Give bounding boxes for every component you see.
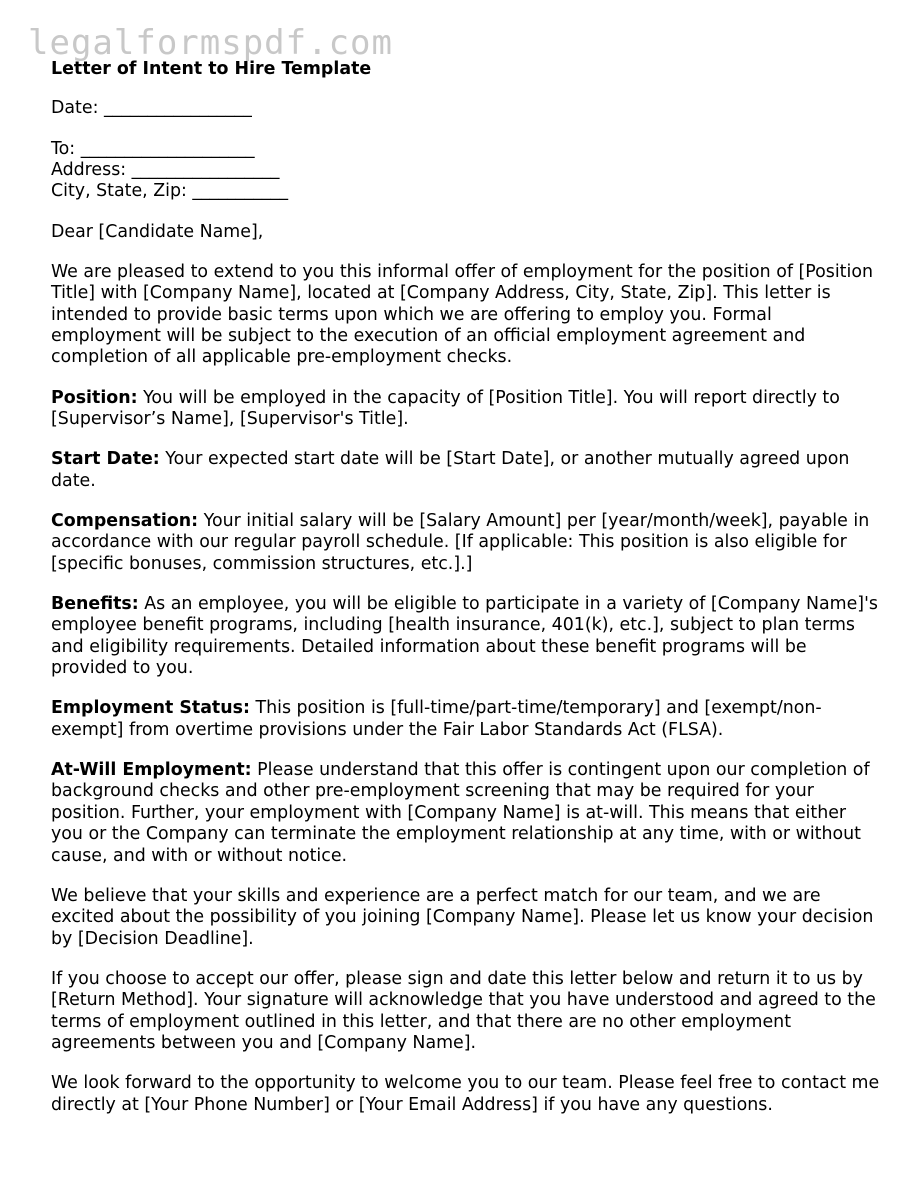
watermark: legalformspdf.com: [28, 23, 393, 63]
document-title: Letter of Intent to Hire Template: [51, 59, 372, 79]
city-state-zip-field: City, State, Zip: ___________: [51, 181, 289, 202]
section-start-date: [51, 449, 881, 492]
intro-paragraph: We are pleased to extend to you this informal offer of employment for the position of [Position Title] with [Company Name], located at [Company Address, City, State, Zip]. This letter is intended to provide basic terms upon which we are offering to employ you. Formal employment will be subject to the execution of an official employment agreement and completion of all applicable pre-employment checks.: [51, 261, 873, 368]
closing-paragraph-contact: We look forward to the opportunity to welcome you to our team. Please feel free to contact me directly at [Your Phone Number] or [Your Email Address] if you have any questions.: [51, 1073, 880, 1115]
section-label: Start Date:: [51, 449, 160, 470]
section-at-will-employment: [51, 760, 881, 867]
closing-paragraph-accept: If you choose to accept our offer, please sign and date this letter below and return it to us by [Return Method]. Your signature will acknowledge that you have understood and agreed to the terms of employment outlined in this letter, and that there are no other employment agreements between you and [Company Name].: [51, 968, 876, 1053]
salutation: Dear [Candidate Name],: [51, 221, 264, 242]
closing-paragraph-match: We believe that your skills and experience are a perfect match for our team, and we are excited about the possibility of you joining [Company Name]. Please let us know your decision by [Decision Deadline].: [51, 885, 874, 949]
address-field: Address: _________________: [51, 160, 280, 181]
section-text: This position is [full-time/part-time/temporary] and [exempt/non-exempt] from overtime provisions under the Fair Labor Standards Act (FLSA).: [51, 698, 822, 740]
section-label: Compensation:: [51, 510, 199, 531]
section-position: [51, 388, 881, 431]
section-text: As an employee, you will be eligible to participate in a variety of [Company Name]'s employee benefit programs, including [health insurance, 401(k), etc.], subject to plan terms and eligibility requirements. Detailed information about these benefit programs will be provided to you.: [51, 593, 878, 679]
date-field: Date: _________________: [51, 98, 252, 119]
section-label: Position:: [51, 387, 138, 408]
section-text: Your initial salary will be [Salary Amount] per [year/month/week], payable in accordance with our regular payroll schedule. [If applicable: This position is also eligible for [specific bonuses, commission structures, etc.].]: [51, 510, 870, 574]
document-page: [51, 59, 881, 1116]
section-benefits: [51, 594, 881, 680]
section-label: Employment Status:: [51, 698, 250, 719]
section-label: At-Will Employment:: [51, 759, 252, 780]
section-label: Benefits:: [51, 593, 139, 614]
section-text: You will be employed in the capacity of [Position Title]. You will report directly to [Supervisor’s Name], [Supervisor's Title].: [51, 387, 840, 430]
section-employment-status: [51, 698, 881, 741]
to-field: To: ____________________: [51, 138, 255, 159]
section-text: Your expected start date will be [Start Date], or another mutually agreed upon date.: [51, 449, 850, 491]
section-text: Please understand that this offer is contingent upon our completion of background checks and other pre-employment screening that may be required for your position. Further, your employment with [Company Name] is at-will. This means that either you or the Company can terminate the employment relationship at any time, with or without cause, and with or without notice.: [51, 759, 870, 866]
section-compensation: [51, 511, 881, 575]
